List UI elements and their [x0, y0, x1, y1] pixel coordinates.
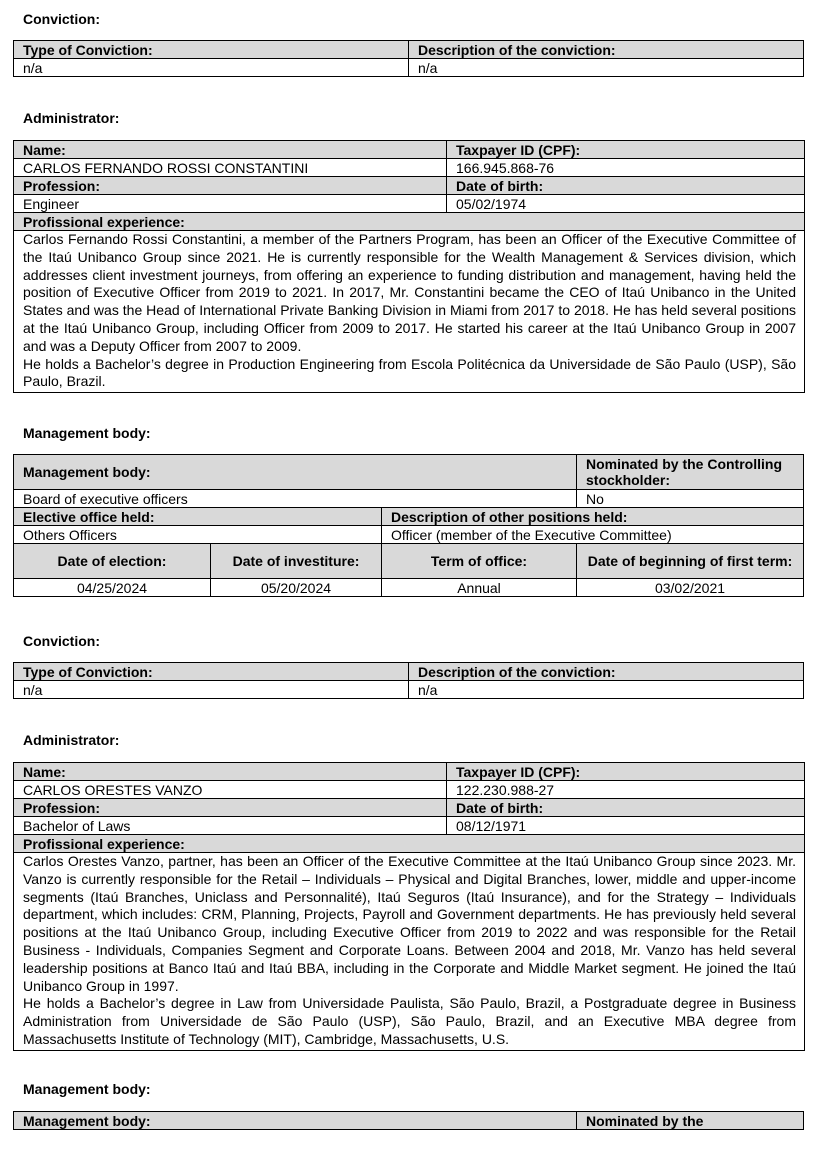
date-of-election-value: 04/25/2024	[14, 579, 211, 597]
date-first-term-value: 03/02/2021	[577, 579, 804, 597]
professional-experience-text	[14, 853, 805, 1051]
profession-value: Engineer	[14, 195, 447, 213]
description-of-conviction-label: Description of the conviction:	[409, 41, 804, 59]
nominated-by-value: No	[577, 490, 804, 508]
management-body-label: Management body:	[14, 1112, 577, 1130]
date-of-birth-value: 05/02/1974	[447, 195, 805, 213]
name-label: Name:	[14, 141, 447, 159]
profession-value: Bachelor of Laws	[14, 817, 447, 835]
experience-paragraph: Carlos Orestes Vanzo, partner, has been an Officer of the Executive Committee at the Itaú Unibanco Group since 2023. Mr. Vanzo is currently responsible for the Retail – Individuals – Physical and Digital Branches, lower, middle and upper-income segments (Itaú Branches, Uniclass and Personnalité), Itaú Seguros (Itaú Insurance), and for the Strategy – Individuals department, which includes: CRM, Planning, Projects, Payroll and Government departments. He has previously held several positions at the Itaú Unibanco Group, including Executive Officer from 2019 to 2022 and was responsible for the Retail Business - Individuals, Companies Segment and Corporate Loans. Between 2004 and 2018, Mr. Vanzo has held several leadership positions at Banco Itaú and Itaú BBA, including in the Corporate and Middle Market segment. He joined the Itaú Unibanco Group in 1997.	[23, 853, 796, 994]
conviction-table	[13, 662, 804, 699]
date-of-birth-label: Date of birth:	[447, 177, 805, 195]
taxpayer-id-value: 166.945.868-76	[447, 159, 805, 177]
type-of-conviction-value: n/a	[14, 681, 409, 699]
description-of-conviction-value: n/a	[409, 681, 804, 699]
date-of-birth-label: Date of birth:	[447, 799, 805, 817]
type-of-conviction-label: Type of Conviction:	[14, 41, 409, 59]
name-label: Name:	[14, 763, 447, 781]
taxpayer-id-value: 122.230.988-27	[447, 781, 805, 799]
professional-experience-label: Profissional experience:	[14, 213, 805, 231]
date-of-investiture-value: 05/20/2024	[211, 579, 382, 597]
professional-experience-label: Profissional experience:	[14, 835, 805, 853]
conviction-section-title: Conviction:	[23, 11, 100, 27]
description-of-conviction-value: n/a	[409, 59, 804, 77]
type-of-conviction-label: Type of Conviction:	[14, 663, 409, 681]
management-body-value: Board of executive officers	[14, 490, 577, 508]
profession-label: Profession:	[14, 177, 447, 195]
type-of-conviction-value: n/a	[14, 59, 409, 77]
nominated-by-label: Nominated by the	[577, 1112, 804, 1130]
elective-office-label: Elective office held:	[14, 508, 382, 526]
administrator-section-title: Administrator:	[23, 732, 120, 748]
education-paragraph: He holds a Bachelor’s degree in Law from Universidade Paulista, São Paulo, Brazil, a Postgraduate degree in Business Administration from Universidade de São Paulo (USP), São Paulo, Brazil, and an Executive MBA degree from Massachusetts Institute of Technology (MIT), Cambridge, Massachusetts, U.S.	[23, 995, 796, 1047]
taxpayer-id-label: Taxpayer ID (CPF):	[447, 763, 805, 781]
professional-experience-text	[14, 231, 805, 393]
education-paragraph: He holds a Bachelor’s degree in Production Engineering from Escola Politécnica da Universidade de São Paulo (USP), São Paulo, Brazil.	[23, 355, 796, 390]
management-body-section-title: Management body:	[23, 425, 151, 441]
experience-paragraph: Carlos Fernando Rossi Constantini, a member of the Partners Program, has been an Officer of the Executive Committee of the Itaú Unibanco Group since 2021. He is currently responsible for the Wealth Management & Services division, which addresses client investment journeys, from offering an experience to funding distribution and management, having held the position of Executive Officer from 2019 to 2021. In 2017, Mr. Constantini became the CEO of Itaú Unibanco in the United States and was the Head of International Private Banking Division in Miami from 2017 to 2018. He has held several positions at the Itaú Unibanco Group, including Officer from 2009 to 2017. He started his career at the Itaú Unibanco Group in 2007 and was a Deputy Officer from 2007 to 2009.	[23, 231, 796, 354]
name-value: CARLOS FERNANDO ROSSI CONSTANTINI	[14, 159, 447, 177]
management-body-section-title: Management body:	[23, 1081, 151, 1097]
date-first-term-label: Date of beginning of first term:	[577, 544, 804, 579]
management-body-label: Management body:	[14, 455, 577, 490]
profession-label: Profession:	[14, 799, 447, 817]
nominated-by-label: Nominated by the Controlling stockholder:	[577, 455, 804, 490]
administrator-table	[13, 762, 805, 1051]
administrator-section-title: Administrator:	[23, 110, 120, 126]
elective-office-value: Others Officers	[14, 526, 382, 544]
date-of-election-label: Date of election:	[14, 544, 211, 579]
term-of-office-label: Term of office:	[382, 544, 577, 579]
description-of-conviction-label: Description of the conviction:	[409, 663, 804, 681]
term-of-office-value: Annual	[382, 579, 577, 597]
date-of-investiture-label: Date of investiture:	[211, 544, 382, 579]
conviction-table	[13, 40, 804, 77]
date-of-birth-value: 08/12/1971	[447, 817, 805, 835]
conviction-section-title: Conviction:	[23, 633, 100, 649]
taxpayer-id-label: Taxpayer ID (CPF):	[447, 141, 805, 159]
other-positions-label: Description of other positions held:	[382, 508, 804, 526]
other-positions-value: Officer (member of the Executive Committee)	[382, 526, 804, 544]
management-body-table	[13, 454, 804, 597]
management-body-table	[13, 1111, 804, 1130]
administrator-table	[13, 140, 805, 393]
name-value: CARLOS ORESTES VANZO	[14, 781, 447, 799]
